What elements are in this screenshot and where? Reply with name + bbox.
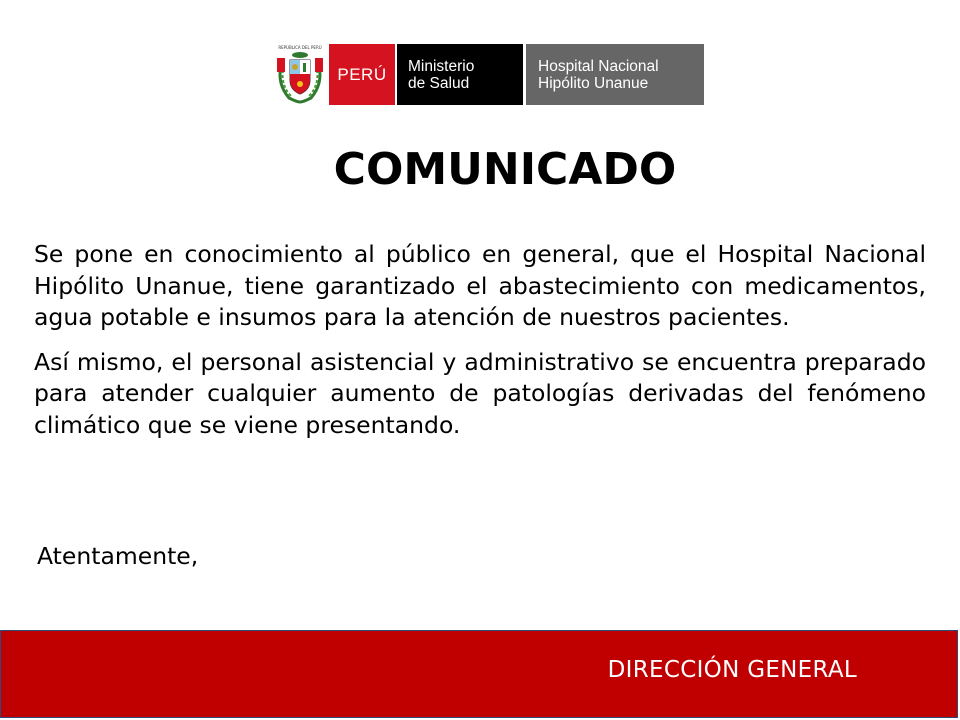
hospital-line-2: Hipólito Unanue <box>538 74 649 92</box>
svg-text:REPÚBLICA DEL PERÚ: REPÚBLICA DEL PERÚ <box>278 45 322 50</box>
peru-coat-of-arms-icon <box>273 44 327 105</box>
paragraph-2: Así mismo, el personal asistencial y administrativo se encuentra preparado para atender cualquier aumento de patologías derivadas del fenómeno climático que se viene presentando. <box>34 347 926 439</box>
hospital-line-1: Hospital Nacional <box>538 57 659 75</box>
footer-bar <box>0 630 958 718</box>
ministry-label <box>397 44 523 105</box>
ministry-line-2: de Salud <box>408 74 470 92</box>
ministry-line-1: Ministerio <box>408 57 475 75</box>
signoff: Atentamente, <box>37 542 199 570</box>
hospital-label <box>526 44 704 105</box>
peru-label: PERÚ <box>329 44 395 105</box>
announcement-body <box>34 239 926 454</box>
footer-label: DIRECCIÓN GENERAL <box>607 657 857 683</box>
paragraph-1: Se pone en conocimiento al público en general, que el Hospital Nacional Hipólito Unanue, tiene garantizado el abastecimiento con medicamentos, agua potable e insumos para la atención de nuestros pacientes. <box>34 240 926 331</box>
page-title: COMUNICADO <box>333 144 677 195</box>
institution-logo <box>273 44 704 105</box>
